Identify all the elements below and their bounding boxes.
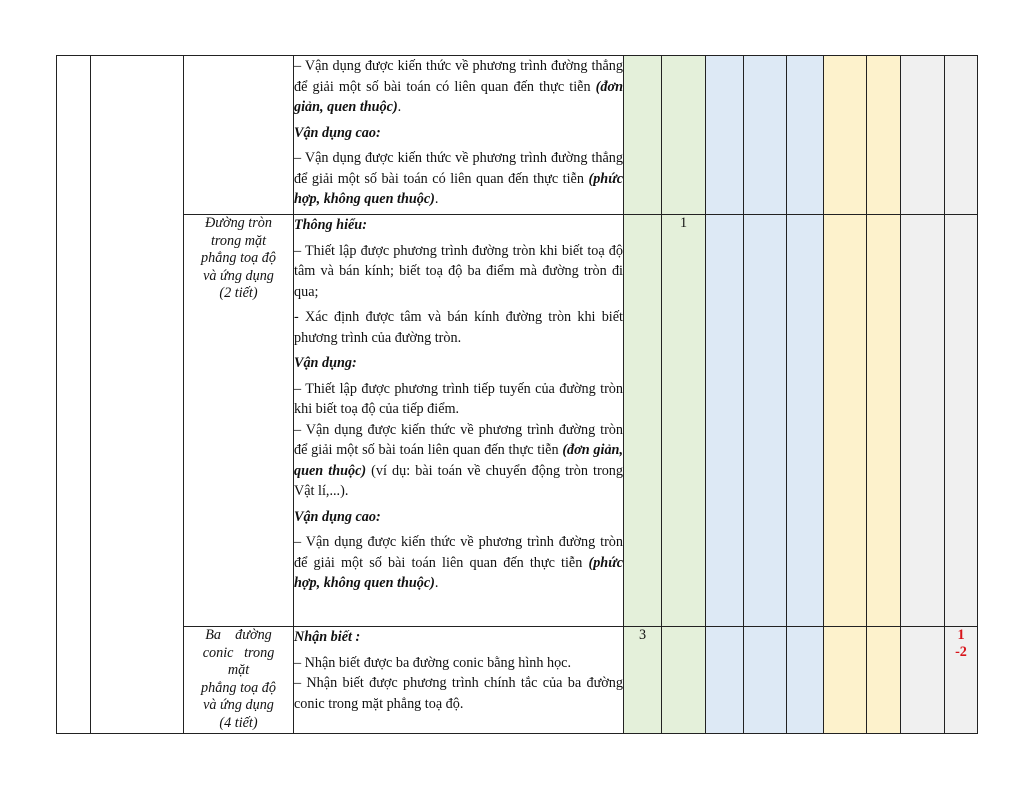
count-cell [787,215,824,627]
count-cell [945,56,978,215]
count-cell [901,56,945,215]
emphasis-note: (đơn giản, quen thuộc) [294,78,623,115]
topic-label [184,627,293,732]
topic-line: Đường tròn [205,215,272,231]
emphasis-note: (phức hợp, không quen thuộc) [294,170,623,207]
count-cell [787,627,824,734]
topic-line: mặt [227,662,250,678]
count-cell: 3 [624,627,662,734]
count-cell [706,56,744,215]
emphasis-note: (phức hợp, không quen thuộc) [294,554,623,591]
count-cell [706,215,744,627]
topic-line: Ba đường [205,627,272,643]
count-cell: 1 [662,215,706,627]
topic-cell [184,215,294,627]
requirement-text: – Vận dụng được kiến thức về phương trình đường thẳng để giải một số bài toán có liên quan đến thực tiễn (đơn giản, quen thuộc). [294,58,623,115]
question-ref-number: 1 [957,627,965,643]
table-row [57,56,978,215]
count-cell [624,215,662,627]
topic-line: (2 tiết) [219,285,258,301]
requirement-text: - Xác định được tâm và bán kính đường tròn khi biết phương trình của đường tròn. [294,309,623,346]
count-cell [824,56,867,215]
level-heading: Vận dụng cao: [294,124,381,141]
topic-line: và ứng dụng [203,697,274,713]
topic-line: phẳng toạ độ [201,679,276,696]
requirement-text: – Vận dụng được kiến thức về phương trình đường thẳng để giải một số bài toán có liên quan đến thực tiễn (phức hợp, không quen thuộc). [294,150,623,207]
count-cell [787,56,824,215]
requirements-list [294,56,623,210]
question-ref-number: -2 [955,644,967,660]
requirement-text: – Thiết lập được phương trình tiếp tuyến của đường tròn khi biết toạ độ của tiếp điểm. [294,380,623,417]
assessment-matrix-table [56,55,978,734]
question-ref-cell [945,627,978,734]
requirements-list [294,215,623,594]
emphasis-note: (đơn giản, quen thuộc) [294,442,623,479]
level-heading: Thông hiểu: [294,217,367,233]
requirement-text: – Nhận biết được phương trình chính tắc của ba đường conic trong mặt phẳng toạ độ. [294,675,623,712]
requirement-text: – Vận dụng được kiến thức về phương trình đường tròn để giải một số bài toán liên quan đến thực tiễn (đơn giản, quen thuộc) (ví dụ: bài toán về chuyển động tròn trong Vật lí,...). [294,421,623,499]
index-cell [57,56,91,734]
count-cell [706,627,744,734]
count-cell [744,627,787,734]
count-cell [662,627,706,734]
table-row [57,627,978,734]
topic-label [184,215,293,303]
count-cell [744,56,787,215]
topic-line: (4 tiết) [219,714,258,731]
count-cell [901,215,945,627]
table-row [57,215,978,627]
count-cell [867,215,901,627]
level-heading: Nhận biết : [294,629,361,645]
level-heading: Vận dụng: [294,355,357,371]
count-cell [744,215,787,627]
count-cell [945,215,978,627]
count-cell [867,627,901,734]
chapter-cell [91,56,184,734]
requirements-cell [294,627,624,734]
requirement-text: – Thiết lập được phương trình đường tròn khi biết toạ độ tâm và bán kính; biết toạ độ ba điểm mà đường tròn đi qua; [294,242,623,300]
requirements-cell [294,215,624,627]
level-heading: Vận dụng cao: [294,508,381,525]
requirements-list [294,627,623,714]
topic-line: phẳng toạ độ [201,250,276,266]
count-cell [824,627,867,734]
topic-cell [184,627,294,734]
topic-line: conic trong [202,644,275,661]
count-cell [824,215,867,627]
count-cell [901,627,945,734]
topic-cell [184,56,294,215]
requirement-text: – Nhận biết được ba đường conic bằng hình học. [294,654,572,671]
count-cell [662,56,706,215]
topic-line: trong mặt [210,232,267,249]
count-cell [867,56,901,215]
topic-line: và ứng dụng [203,267,274,284]
count-cell [624,56,662,215]
requirement-text: – Vận dụng được kiến thức về phương trình đường tròn để giải một số bài toán liên quan đến thực tiễn (phức hợp, không quen thuộc). [294,534,623,591]
requirements-cell [294,56,624,215]
